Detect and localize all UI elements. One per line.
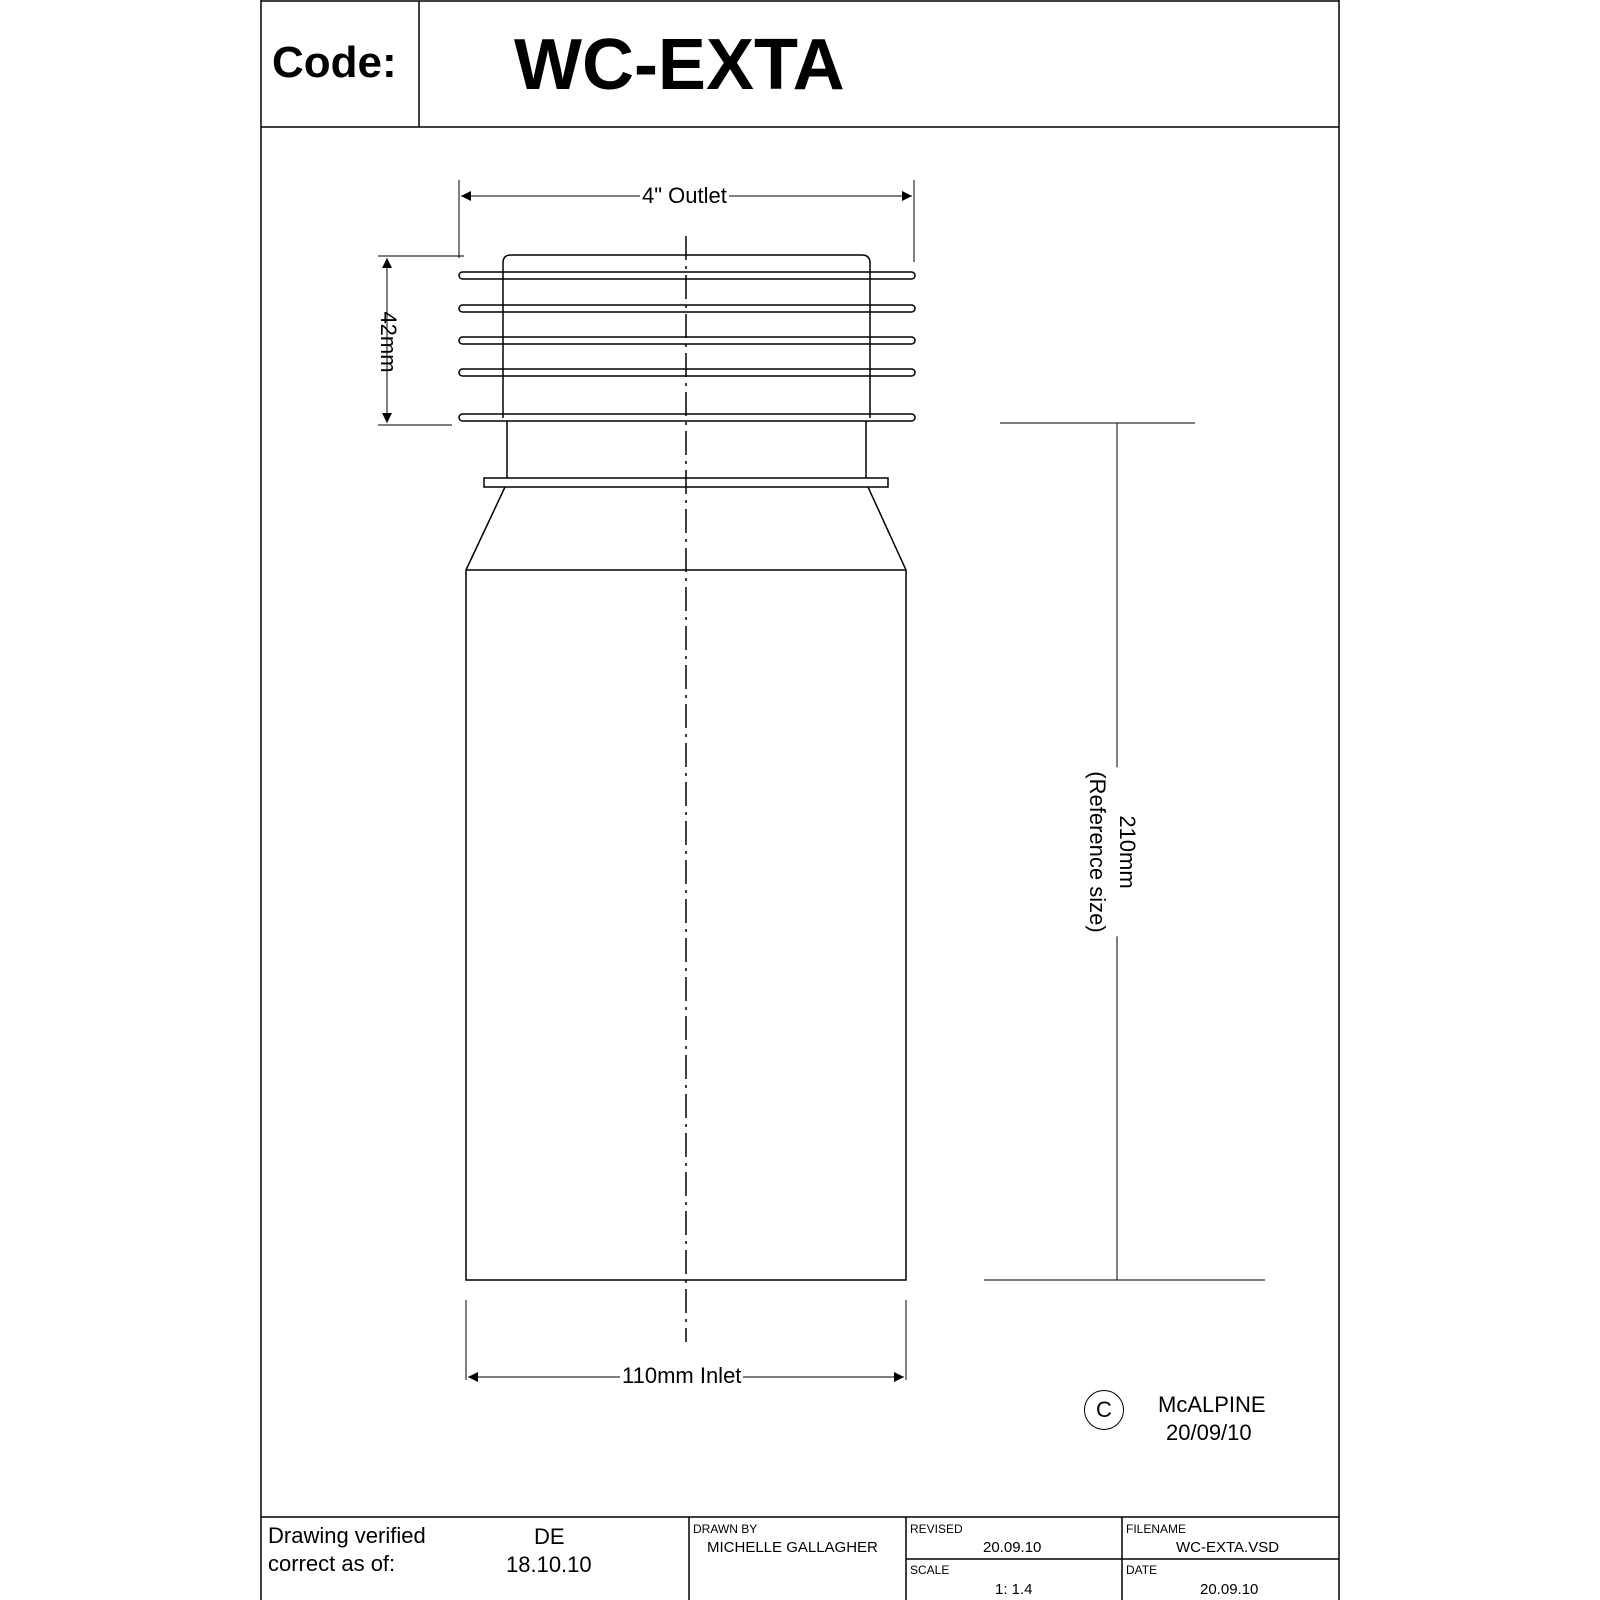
drawn-by-value: MICHELLE GALLAGHER bbox=[707, 1539, 878, 1556]
collar-height-label: 42mm bbox=[376, 311, 401, 373]
product-code: WC-EXTA bbox=[514, 25, 845, 105]
sealing-fin bbox=[459, 337, 915, 344]
drawn-by-label: DRAWN BY bbox=[693, 1522, 758, 1536]
sealing-fin bbox=[459, 369, 915, 376]
length-note: (Reference size) bbox=[1085, 771, 1110, 933]
length-dimension-label bbox=[1080, 767, 1144, 936]
revised-label: REVISED bbox=[910, 1522, 963, 1536]
inlet-dimension-label: 110mm Inlet bbox=[622, 1363, 742, 1388]
date-label: DATE bbox=[1126, 1563, 1158, 1577]
length-value: 210mm bbox=[1115, 815, 1140, 889]
sealing-fin bbox=[459, 272, 915, 279]
scale-label: SCALE bbox=[910, 1563, 950, 1577]
sealing-fin bbox=[459, 414, 915, 421]
sealing-fin bbox=[459, 305, 915, 312]
copyright-icon: C bbox=[1084, 1390, 1124, 1430]
filename-value: WC-EXTA.VSD bbox=[1176, 1539, 1280, 1556]
verified-label: Drawing verified correct as of: bbox=[268, 1523, 426, 1576]
pan-connector-part bbox=[459, 255, 915, 1280]
copyright-company: McALPINE bbox=[1158, 1392, 1266, 1417]
copyright-date: 20/09/10 bbox=[1166, 1420, 1252, 1445]
sheet-frame bbox=[261, 0, 1339, 1600]
code-label: Code: bbox=[272, 38, 397, 87]
revised-value: 20.09.10 bbox=[983, 1539, 1042, 1556]
outlet-dimension-label: 4" Outlet bbox=[642, 183, 727, 208]
filename-label: FILENAME bbox=[1126, 1522, 1187, 1536]
date-value: 20.09.10 bbox=[1200, 1581, 1259, 1598]
verified-date: 18.10.10 bbox=[506, 1552, 592, 1577]
scale-value: 1: 1.4 bbox=[995, 1581, 1033, 1598]
verified-by: DE bbox=[534, 1524, 565, 1549]
